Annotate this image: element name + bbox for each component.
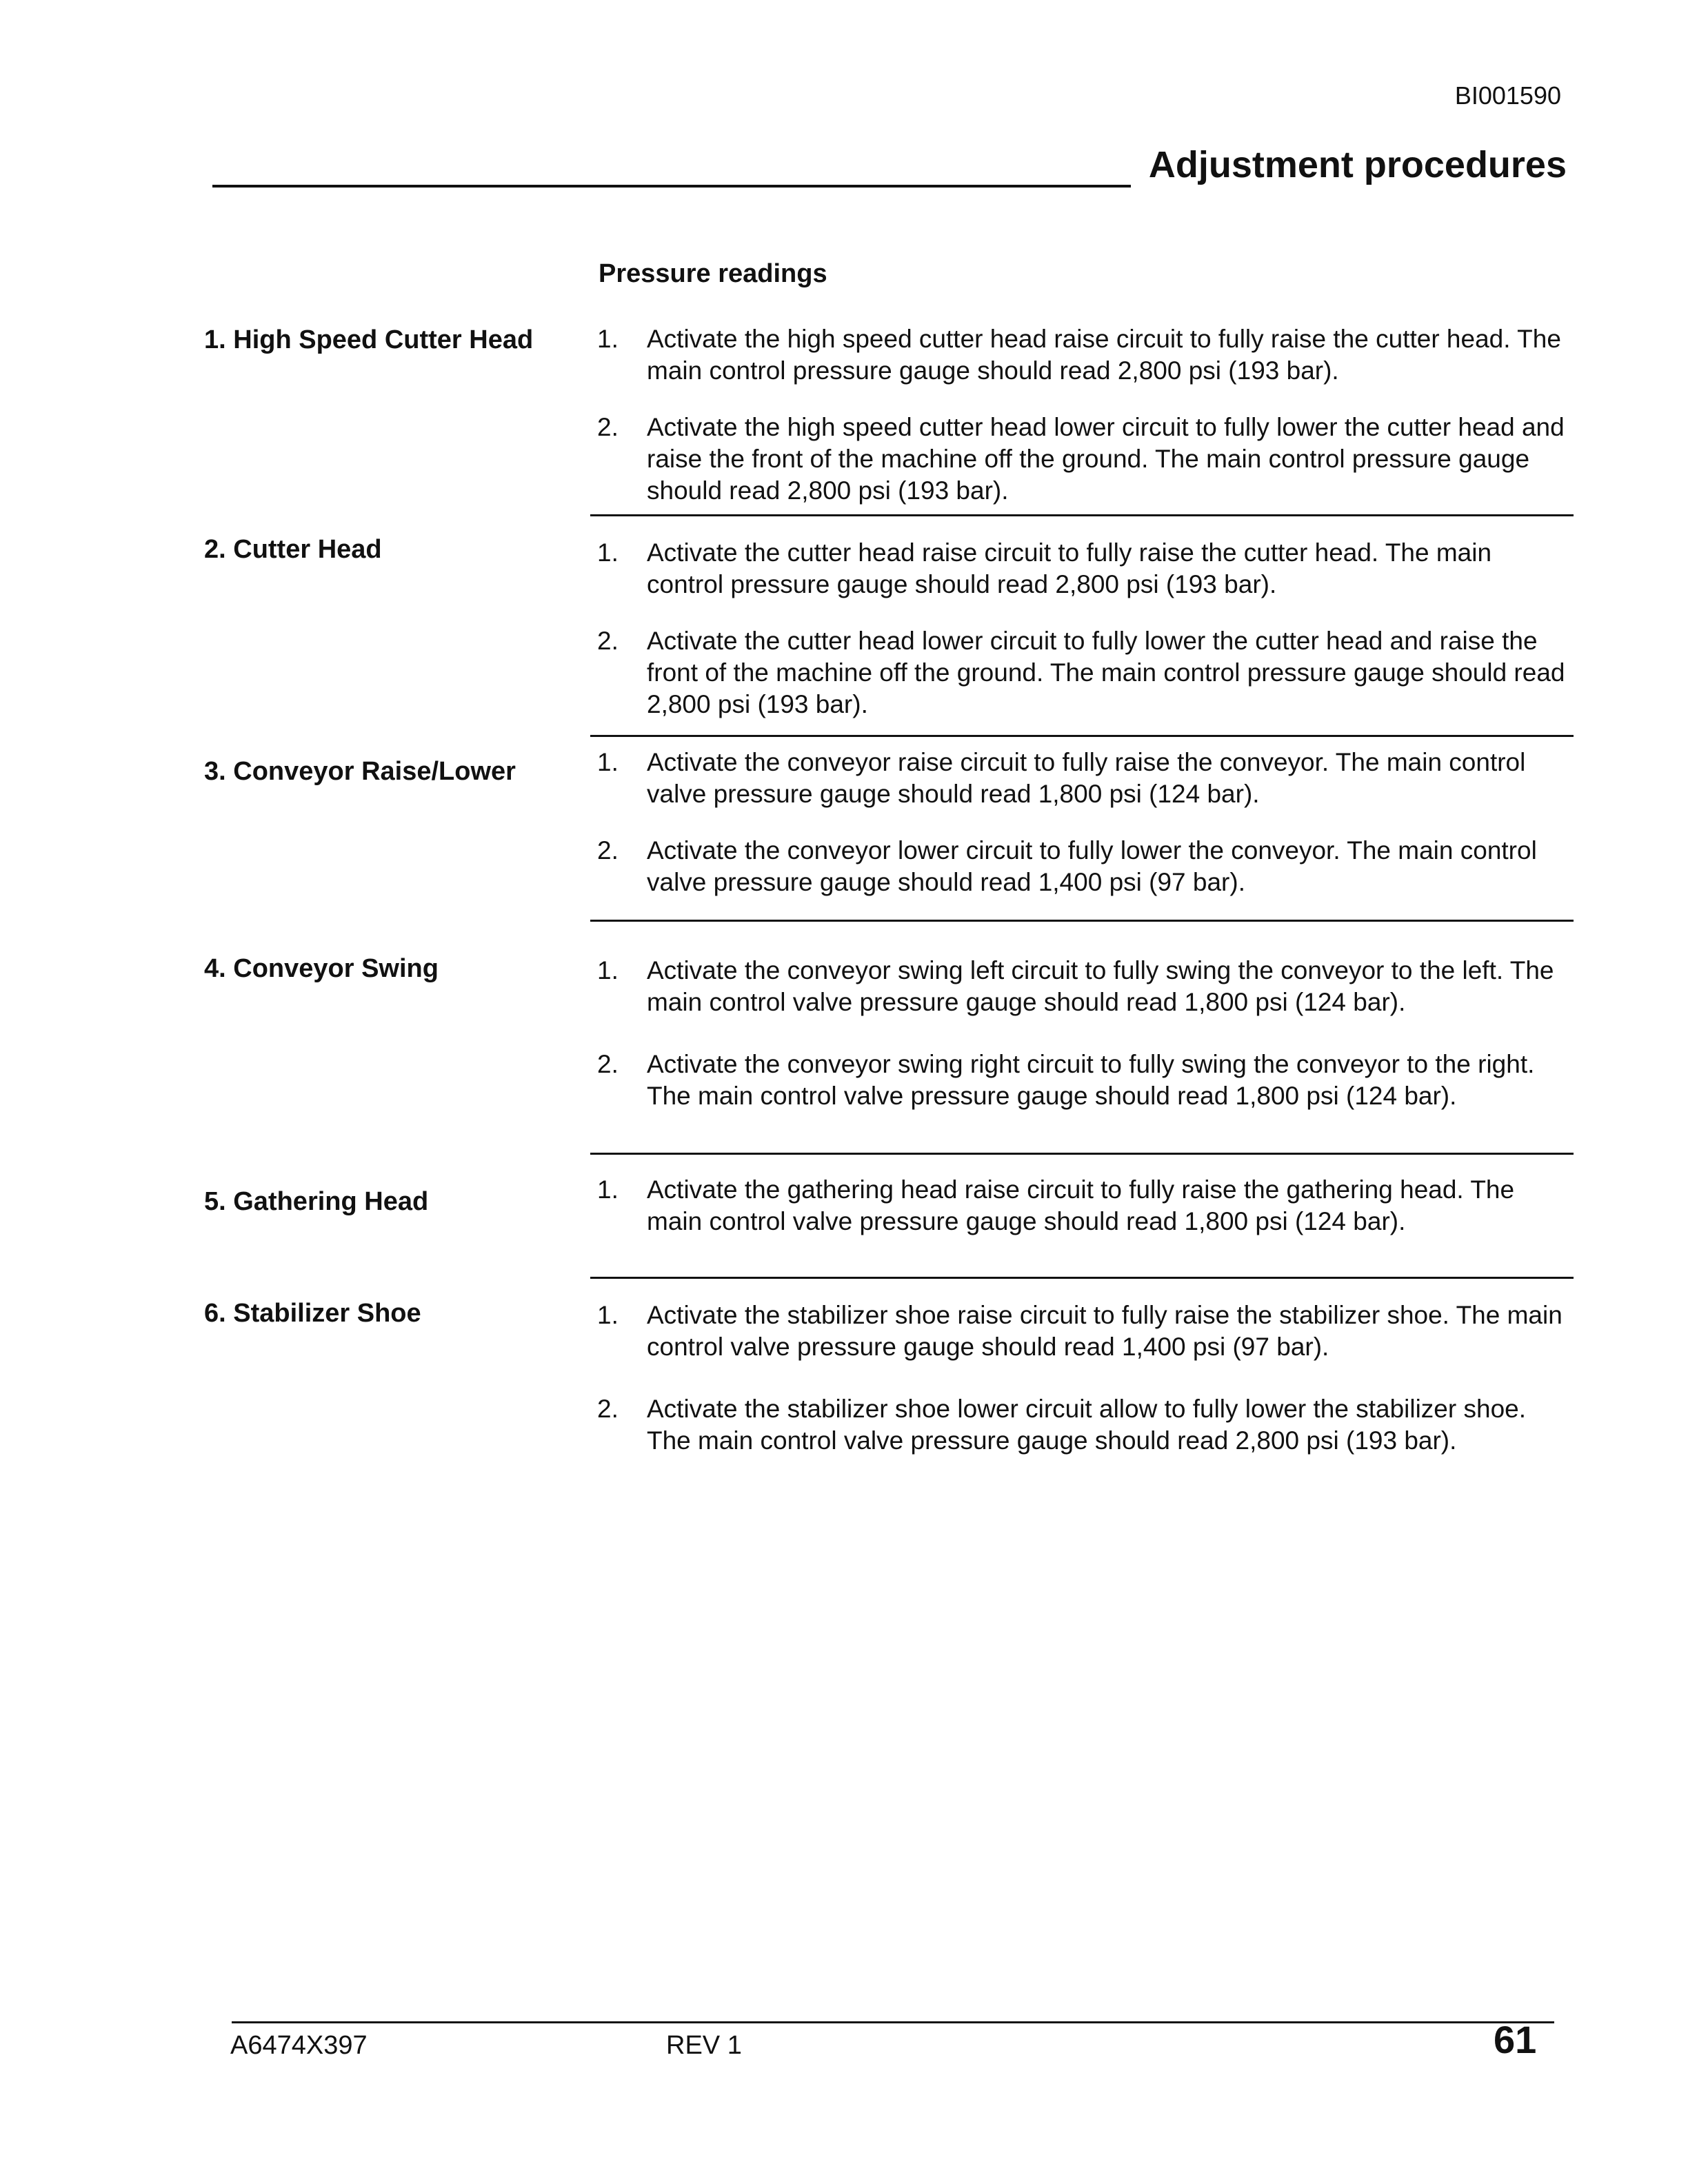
step-text: Activate the conveyor swing left circuit to fully swing the conveyor to the left. The main control valve pressure gauge should read 1,800 psi (124 bar). xyxy=(647,956,1554,1016)
document-id: BI001590 xyxy=(1454,81,1561,110)
step-number: 1. xyxy=(597,956,619,984)
step-text: Activate the conveyor raise circuit to fully raise the conveyor. The main control valve pressure gauge should read 1,800 psi (124 bar). xyxy=(647,748,1526,808)
procedure-label: 6. Stabilizer Shoe xyxy=(204,1299,421,1328)
step-number: 2. xyxy=(597,627,619,655)
section-title: Adjustment procedures xyxy=(1148,144,1567,185)
section-divider xyxy=(590,1277,1574,1279)
section-divider xyxy=(590,1153,1574,1155)
header-rule xyxy=(212,185,1131,188)
footer-revision: REV 1 xyxy=(666,2031,742,2060)
step-number: 1. xyxy=(597,538,619,567)
step-number: 1. xyxy=(597,748,619,776)
section-divider xyxy=(590,514,1574,516)
procedure-label: 1. High Speed Cutter Head xyxy=(204,325,534,354)
step-text: Activate the high speed cutter head raise circuit to fully raise the cutter head. The main control pressure gauge should read 2,800 psi (193 bar). xyxy=(647,325,1561,385)
step-text: Activate the conveyor lower circuit to fully lower the conveyor. The main control valve pressure gauge should read 1,400 psi (97 bar). xyxy=(647,836,1537,896)
step-text: Activate the stabilizer shoe raise circuit to fully raise the stabilizer shoe. The main control valve pressure gauge should read 1,400 psi (97 bar). xyxy=(647,1301,1563,1361)
section-divider xyxy=(590,735,1574,737)
step-text: Activate the cutter head lower circuit to fully lower the cutter head and raise the front of the machine off the ground. The main control pressure gauge should read 2,800 psi (193 bar). xyxy=(647,627,1565,718)
section-divider xyxy=(590,920,1574,922)
step-text: Activate the gathering head raise circuit to fully raise the gathering head. The main control valve pressure gauge should read 1,800 psi (124 bar). xyxy=(647,1175,1515,1235)
procedure-label: 5. Gathering Head xyxy=(204,1187,429,1216)
step-number: 1. xyxy=(597,325,619,353)
step-number: 2. xyxy=(597,1050,619,1078)
step-text: Activate the cutter head raise circuit to fully raise the cutter head. The main control pressure gauge should read 2,800 psi (193 bar). xyxy=(647,538,1492,598)
procedure-label: 2. Cutter Head xyxy=(204,535,382,564)
step-number: 2. xyxy=(597,1395,619,1423)
step-text: Activate the high speed cutter head lower circuit to fully lower the cutter head and raise the front of the machine off the ground. The main control pressure gauge should read 2,800 psi (193 bar). xyxy=(647,413,1565,505)
footer-rule xyxy=(232,2021,1554,2023)
step-text: Activate the conveyor swing right circuit to fully swing the conveyor to the right. The main control valve pressure gauge should read 1,800 psi (124 bar). xyxy=(647,1050,1535,1110)
footer-document-number: A6474X397 xyxy=(230,2031,368,2060)
step-number: 1. xyxy=(597,1301,619,1329)
step-text: Activate the stabilizer shoe lower circuit allow to fully lower the stabilizer shoe. The main control valve pressure gauge should read 2,800 psi (193 bar). xyxy=(647,1395,1527,1455)
page-number: 61 xyxy=(1494,2018,1537,2061)
procedure-label: 4. Conveyor Swing xyxy=(204,954,439,983)
procedure-label: 3. Conveyor Raise/Lower xyxy=(204,757,516,786)
step-number: 2. xyxy=(597,413,619,441)
step-number: 2. xyxy=(597,836,619,865)
step-number: 1. xyxy=(597,1175,619,1204)
subheading: Pressure readings xyxy=(599,259,827,288)
